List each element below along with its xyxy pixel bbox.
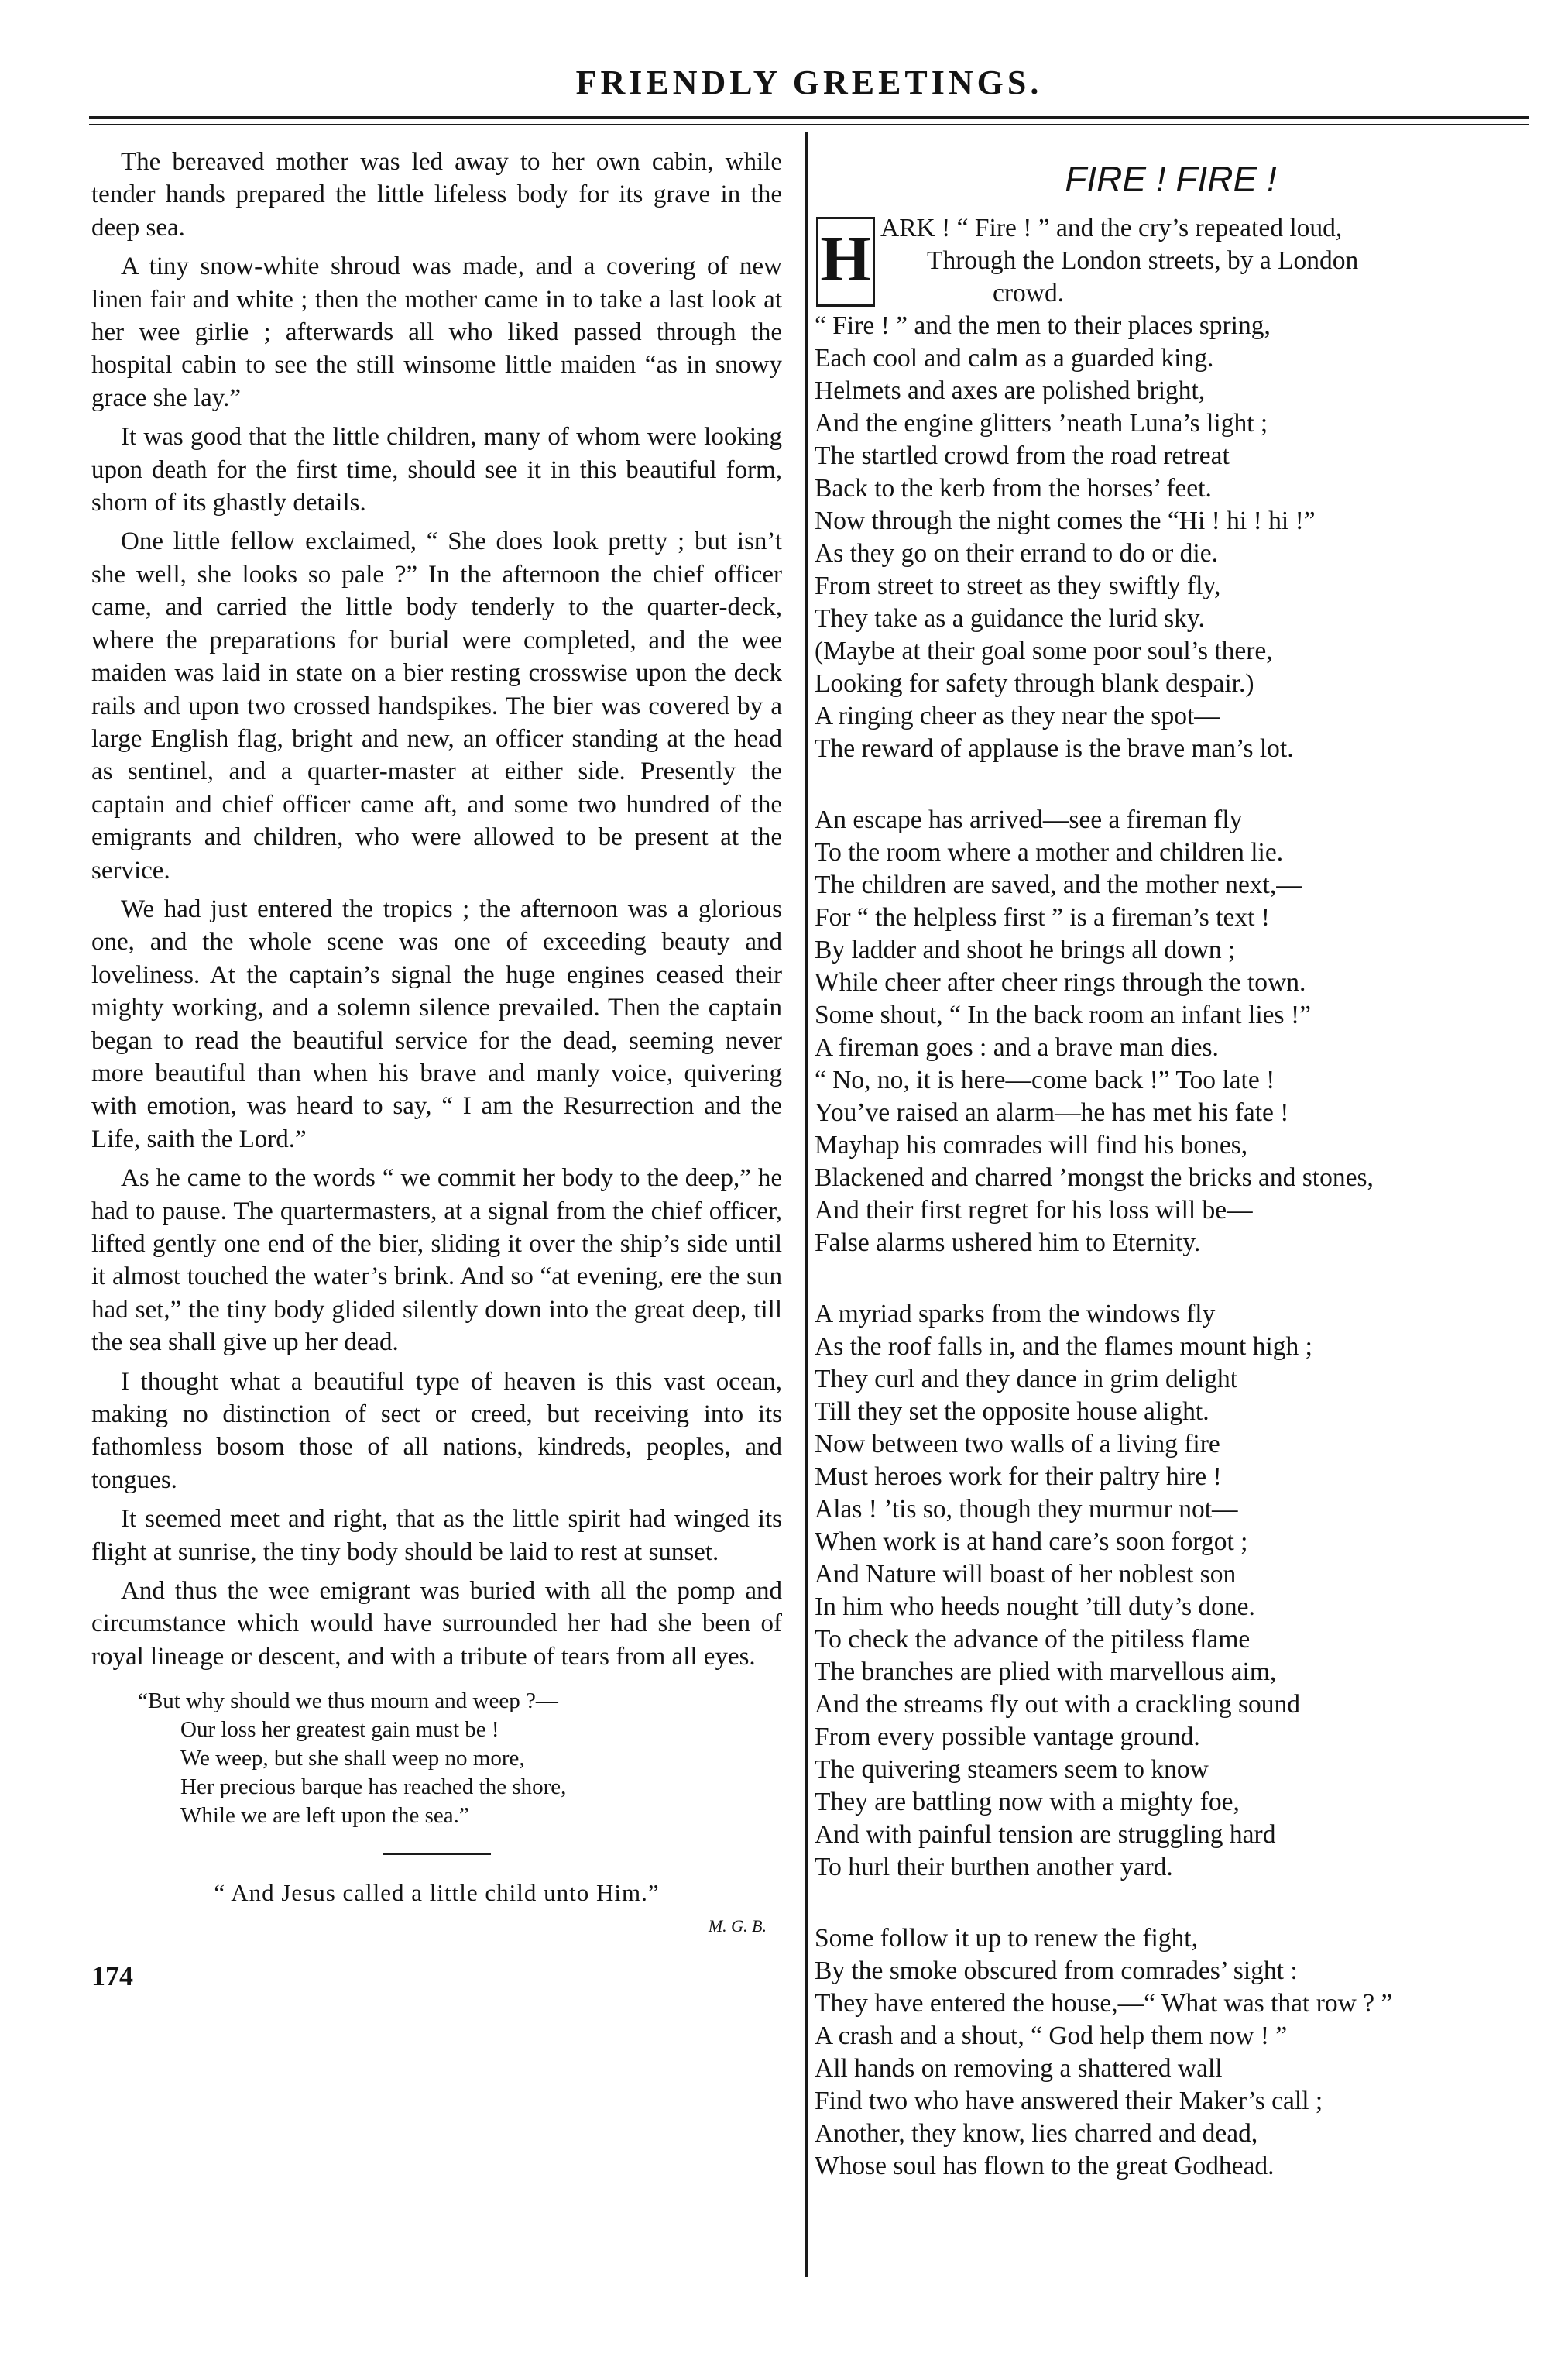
poem-line: The reward of applause is the brave man’s lot. — [815, 734, 1294, 763]
section-divider — [383, 1853, 491, 1855]
column-divider — [805, 132, 808, 2277]
verse-quote — [138, 1687, 782, 1830]
header-rule — [89, 116, 1529, 119]
poem-line: When work is at hand care’s soon forgot ; — [815, 1527, 1248, 1556]
poem-line: As the roof falls in, and the flames mount high ; — [815, 1332, 1312, 1361]
left-column — [91, 146, 782, 1993]
poem-line: In him who heeds nought ’till duty’s done. — [815, 1592, 1255, 1621]
poem-line: Back to the kerb from the horses’ feet. — [815, 474, 1212, 503]
poem-line: False alarms ushered him to Eternity. — [815, 1228, 1201, 1257]
poem-line: Helmets and axes are polished bright, — [815, 376, 1206, 405]
verse-line: “But why should we thus mourn and weep ?— — [138, 1688, 558, 1714]
poem-line: To check the advance of the pitiless flame — [815, 1625, 1251, 1654]
poem-line: Some shout, “ In the back room an infant lies !” — [815, 1001, 1311, 1029]
poem-line: Looking for safety through blank despair.) — [815, 669, 1254, 698]
paragraph: One little fellow exclaimed, “ She does look pretty ; but isn’t she well, she looks so pale ?” In the afternoon the chief officer came, and carried the little body tenderly to the quarter-deck, where the preparations for burial were completed, and the wee maiden was laid in state on a bier resting crosswise upon the deck rails and upon two crossed handspikes. The bier was covered by a large English flag, bright and new, an officer standing at the head as sentinel, and a quarter-master at either side. Presently the captain and chief officer came aft, and some two hundred of the emigrants and children, who were allowed to be present at the service. — [91, 527, 782, 885]
poem-line: From every possible vantage ground. — [815, 1723, 1200, 1751]
verse-line: We weep, but she shall weep no more, — [180, 1746, 525, 1771]
poem-line: The quivering steamers seem to know — [815, 1755, 1209, 1784]
poem-line: “ Fire ! ” and the men to their places spring, — [815, 311, 1271, 340]
poem-line: The children are saved, and the mother next,— — [815, 871, 1302, 899]
poem-line: All hands on removing a shattered wall — [815, 2054, 1223, 2083]
closing-quote: “ And Jesus called a little child unto Him.” — [214, 1879, 660, 1907]
poem-line: They curl and they dance in grim delight — [815, 1365, 1238, 1393]
verse-line: Our loss her greatest gain must be ! — [180, 1717, 499, 1743]
poem-line: And their first regret for his loss will be— — [815, 1196, 1253, 1225]
poem-line: Mayhap his comrades will find his bones, — [815, 1131, 1248, 1159]
poem-line: Another, they know, lies charred and dead, — [815, 2119, 1258, 2148]
poem-line: They take as a guidance the lurid sky. — [815, 604, 1205, 633]
poem-line: Blackened and charred ’mongst the bricks and stones, — [815, 1163, 1374, 1192]
poem-line: The branches are plied with marvellous aim, — [815, 1657, 1277, 1686]
poem-line: And with painful tension are struggling hard — [815, 1820, 1276, 1849]
paragraph: We had just entered the tropics ; the afternoon was a glorious one, and the whole scene was one of exceeding beauty and loveliness. At the captain’s signal the huge engines ceased their mighty working, and a solemn silence prevailed. Then the captain began to read the beautiful service for the dead, seeming never more beautiful than when his brave and manly voice, quivering with emotion, was heard to say, “ I am the Resurrection and the Life, saith the Lord.” — [91, 895, 782, 1153]
poem-line: Must heroes work for their paltry hire ! — [815, 1462, 1222, 1491]
poem-line: You’ve raised an alarm—he has met his fate ! — [815, 1098, 1289, 1127]
poem-line: A myriad sparks from the windows fly — [815, 1300, 1216, 1328]
poem-line: As they go on their errand to do or die. — [815, 539, 1218, 568]
poem-line: A crash and a shout, “ God help them now ! ” — [815, 2022, 1288, 2050]
header-rule-thin — [89, 124, 1529, 125]
author-signature: M. G. B. — [708, 1915, 767, 1936]
poem-line: A ringing cheer as they near the spot— — [815, 702, 1220, 730]
poem-line: An escape has arrived—see a fireman fly — [815, 806, 1243, 834]
poem-line: ARK ! “ Fire ! ” and the cry’s repeated loud, — [880, 214, 1343, 242]
paragraph: It was good that the little children, many of whom were looking upon death for the first time, should see it in this beautiful form, shorn of its ghastly details. — [91, 423, 782, 517]
poem-line: Find two who have answered their Maker’s call ; — [815, 2087, 1323, 2115]
paragraph: I thought what a beautiful type of heaven is this vast ocean, making no distinction of sect or creed, but receiving into its fathomless bosom those of all nations, kindreds, peoples, and tongues. — [91, 1367, 782, 1494]
poem-line: And the streams fly out with a crackling sound — [815, 1690, 1301, 1719]
poem-line: Through the London streets, by a London — [927, 246, 1359, 275]
poem-line: Till they set the opposite house alight. — [815, 1397, 1209, 1426]
paragraph: And thus the wee emigrant was buried with all the pomp and circumstance which would have surrounded her had she been of royal lineage or descent, and with a tribute of tears from all eyes. — [91, 1577, 782, 1671]
poem-line: To the room where a mother and children lie. — [815, 838, 1284, 867]
poem-line: Whose soul has flown to the great Godhead. — [815, 2152, 1275, 2180]
verse-line: Her precious barque has reached the shore, — [180, 1774, 567, 1800]
poem-line: “ No, no, it is here—come back !” Too late ! — [815, 1066, 1275, 1094]
poem-stanza — [815, 804, 1527, 1259]
paragraph: It seemed meet and right, that as the little spirit had winged its flight at sunrise, the tiny body should be laid to rest at sunset. — [91, 1505, 782, 1566]
poem-line: Each cool and calm as a guarded king. — [815, 344, 1214, 373]
poem-title: FIRE ! FIRE ! — [1065, 159, 1277, 199]
poem-line: For “ the helpless first ” is a fireman’s text ! — [815, 903, 1270, 932]
drop-cap: H — [816, 217, 875, 307]
poem-line: To hurl their burthen another yard. — [815, 1853, 1173, 1881]
verse-line: While we are left upon the sea.” — [180, 1803, 469, 1829]
poem-line: By the smoke obscured from comrades’ sight : — [815, 1956, 1298, 1985]
poem-line: Some follow it up to renew the fight, — [815, 1924, 1198, 1953]
poem-line: By ladder and shoot he brings all down ; — [815, 936, 1236, 964]
poem-line: And the engine glitters ’neath Luna’s light ; — [815, 409, 1268, 438]
poem-line: They have entered the house,—“ What was that row ? ” — [815, 1989, 1393, 2018]
poem-line: (Maybe at their goal some poor soul’s there, — [815, 637, 1273, 665]
poem-stanza — [815, 1298, 1527, 1884]
page-header: FRIENDLY GREETINGS. — [575, 64, 1043, 101]
poem-line: The startled crowd from the road retreat — [815, 441, 1230, 470]
poem-line: A fireman goes : and a brave man dies. — [815, 1033, 1219, 1062]
poem-stanza — [815, 212, 1527, 765]
poem-line: crowd. — [993, 279, 1065, 307]
paragraph: A tiny snow-white shroud was made, and a covering of new linen fair and white ; then the mother came in to take a last look at her wee girlie ; afterwards all who liked passed through the hospital cabin to see the still winsome little maiden “as in snowy grace she lay.” — [91, 252, 782, 412]
paragraph: The bereaved mother was led away to her own cabin, while tender hands prepared the little lifeless body for its grave in the deep sea. — [91, 148, 782, 242]
poem-line: From street to street as they swiftly fly, — [815, 572, 1221, 600]
poem-line: Now through the night comes the “Hi ! hi ! hi !” — [815, 507, 1316, 535]
poem-line: Alas ! ’tis so, though they murmur not— — [815, 1495, 1238, 1524]
poem-line: Now between two walls of a living fire — [815, 1430, 1220, 1458]
page-number: 174 — [91, 1960, 133, 1992]
paragraph: As he came to the words “ we commit her body to the deep,” he had to pause. The quartermasters, at a signal from the chief officer, lifted gently one end of the bier, sliding it over the ship’s side until it almost touched the water’s brink. And so “at evening, ere the sun had set,” the tiny body glided silently down into the great deep, till the sea shall give up her dead. — [91, 1164, 782, 1357]
poem-stanza — [815, 1922, 1527, 2183]
poem-line: And Nature will boast of her noblest son — [815, 1560, 1237, 1589]
poem-line: They are battling now with a mighty foe, — [815, 1788, 1240, 1816]
right-column — [815, 159, 1527, 2221]
poem-line: While cheer after cheer rings through the town. — [815, 968, 1306, 997]
